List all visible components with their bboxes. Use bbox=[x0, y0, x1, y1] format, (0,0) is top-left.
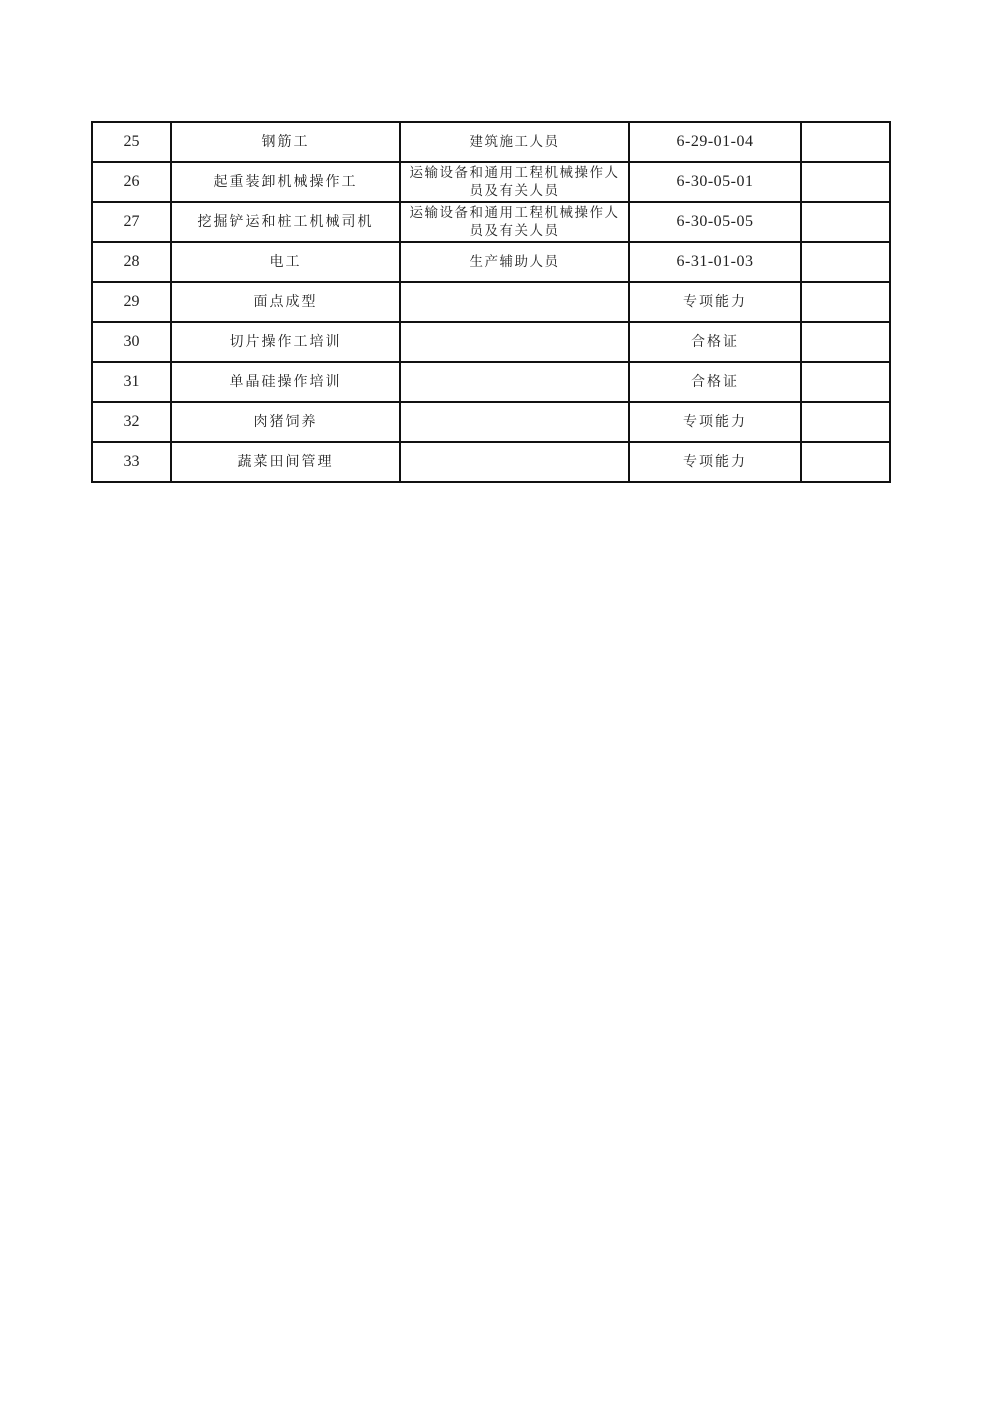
occupation-category bbox=[400, 362, 629, 402]
remark-cell bbox=[801, 322, 890, 362]
table-row bbox=[92, 282, 890, 322]
row-number: 25 bbox=[92, 122, 171, 162]
occupation-category: 运输设备和通用工程机械操作人员及有关人员 bbox=[400, 162, 629, 202]
row-number: 31 bbox=[92, 362, 171, 402]
occupation-category: 建筑施工人员 bbox=[400, 122, 629, 162]
occupation-category: 生产辅助人员 bbox=[400, 242, 629, 282]
table-row bbox=[92, 122, 890, 162]
table-row bbox=[92, 242, 890, 282]
table-row bbox=[92, 442, 890, 482]
occupation-name: 切片操作工培训 bbox=[171, 322, 400, 362]
remark-cell bbox=[801, 282, 890, 322]
row-number: 26 bbox=[92, 162, 171, 202]
occupation-code: 6-30-05-01 bbox=[629, 162, 801, 202]
table-row bbox=[92, 322, 890, 362]
occupation-code: 合格证 bbox=[629, 322, 801, 362]
row-number: 27 bbox=[92, 202, 171, 242]
occupation-name: 肉猪饲养 bbox=[171, 402, 400, 442]
occupation-category bbox=[400, 282, 629, 322]
row-number: 28 bbox=[92, 242, 171, 282]
remark-cell bbox=[801, 202, 890, 242]
table-row bbox=[92, 402, 890, 442]
occupation-name: 单晶硅操作培训 bbox=[171, 362, 400, 402]
remark-cell bbox=[801, 442, 890, 482]
occupation-table bbox=[91, 121, 891, 483]
remark-cell bbox=[801, 122, 890, 162]
occupation-name: 挖掘铲运和桩工机械司机 bbox=[171, 202, 400, 242]
table-row bbox=[92, 162, 890, 202]
row-number: 29 bbox=[92, 282, 171, 322]
remark-cell bbox=[801, 362, 890, 402]
occupation-code: 专项能力 bbox=[629, 402, 801, 442]
occupation-category bbox=[400, 322, 629, 362]
remark-cell bbox=[801, 402, 890, 442]
row-number: 33 bbox=[92, 442, 171, 482]
occupation-code: 6-29-01-04 bbox=[629, 122, 801, 162]
row-number: 32 bbox=[92, 402, 171, 442]
occupation-category: 运输设备和通用工程机械操作人员及有关人员 bbox=[400, 202, 629, 242]
occupation-name: 钢筋工 bbox=[171, 122, 400, 162]
remark-cell bbox=[801, 242, 890, 282]
occupation-table-body bbox=[92, 122, 890, 482]
occupation-category bbox=[400, 442, 629, 482]
occupation-code: 合格证 bbox=[629, 362, 801, 402]
occupation-name: 起重装卸机械操作工 bbox=[171, 162, 400, 202]
occupation-category bbox=[400, 402, 629, 442]
occupation-code: 专项能力 bbox=[629, 282, 801, 322]
occupation-name: 面点成型 bbox=[171, 282, 400, 322]
remark-cell bbox=[801, 162, 890, 202]
occupation-code: 6-30-05-05 bbox=[629, 202, 801, 242]
row-number: 30 bbox=[92, 322, 171, 362]
table-row bbox=[92, 202, 890, 242]
occupation-name: 电工 bbox=[171, 242, 400, 282]
occupation-code: 专项能力 bbox=[629, 442, 801, 482]
table-row bbox=[92, 362, 890, 402]
occupation-code: 6-31-01-03 bbox=[629, 242, 801, 282]
occupation-name: 蔬菜田间管理 bbox=[171, 442, 400, 482]
